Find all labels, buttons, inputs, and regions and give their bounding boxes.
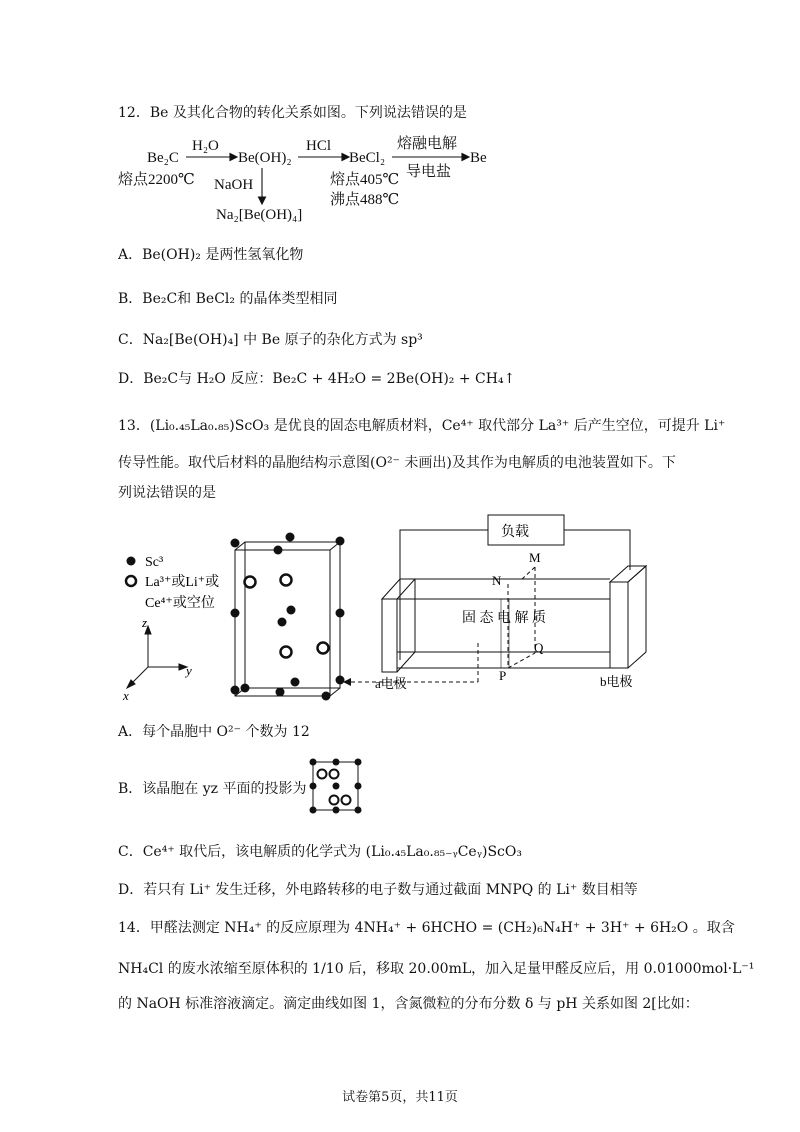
q14-line1: 14．甲醛法测定 NH₄⁺ 的反应原理为 4NH₄⁺ + 6HCHO = (CH₂)₆N₄H⁺ + 3H⁺ + 6H₂O 。取含 <box>118 920 735 936</box>
q13-option-c: C．Ce⁴⁺ 取代后，该电解质的化学式为 (Li₀.₄₅La₀.₈₅₋ᵧCeᵧ)ScO₃ <box>118 844 522 860</box>
q14-line3: 的 NaOH 标准溶液滴定。滴定曲线如图 1，含氮微粒的分布分数 δ 与 pH 关系如图 2[比如： <box>118 996 699 1012</box>
q13-stem-line1: 13．(Li₀.₄₅La₀.₈₅)ScO₃ 是优良的固态电解质材料，Ce⁴⁺ 取代部分 La³⁺ 后产生空位，可提升 Li⁺ <box>118 418 726 434</box>
scheme-beoh2: Be(OH)₂ <box>238 150 292 166</box>
load-label: 负载 <box>501 525 529 540</box>
scheme-be: Be <box>470 150 487 166</box>
label-m: M <box>529 550 541 565</box>
legend-filled-label: Sc³ <box>145 555 164 570</box>
q13-option-d: D．若只有 Li⁺ 发生迁移，外电路转移的电子数与通过截面 MNPQ 的 Li⁺ 数目相等 <box>118 882 638 898</box>
legend-open-label-2: Ce⁴⁺或空位 <box>145 596 215 611</box>
scheme-hcl: HCl <box>306 138 332 154</box>
q13-option-b: B．该晶胞在 yz 平面的投影为 <box>118 781 307 797</box>
scheme-becl2-mp: 熔点405℃ <box>330 172 400 188</box>
electrode-a-label: a电极 <box>375 676 407 691</box>
q13-stem-line2: 传导性能。取代后材料的晶胞结构示意图(O²⁻ 未画出)及其作为电解质的电池装置如下。下 <box>118 455 676 471</box>
scheme-naoh: NaOH <box>214 177 254 193</box>
scheme-na2beoh4: Na₂[Be(OH)₄] <box>216 207 303 223</box>
axis-y-label: y <box>186 663 192 678</box>
scheme-be2c-mp: 熔点2200℃ <box>118 172 195 188</box>
axis-z-label: z <box>142 615 148 630</box>
q14-line2: NH₄Cl 的废水浓缩至原体积的 1/10 后，移取 20.00mL，加入足量甲醛反应后，用 0.01000mol·L⁻¹ <box>118 961 755 977</box>
label-q: Q <box>534 640 544 655</box>
scheme-electro-bottom: 导电盐 <box>406 164 452 180</box>
q12-option-d: D．Be₂C与 H₂O 反应：Be₂C + 4H₂O = 2Be(OH)₂ + CH₄↑ <box>118 371 516 387</box>
scheme-electro-top: 熔融电解 <box>397 136 458 152</box>
legend-open-label-1: La³⁺或Li⁺或 <box>145 575 220 590</box>
q12-option-a: A．Be(OH)₂ 是两性氢氧化物 <box>118 247 304 263</box>
scheme-becl2-bp: 沸点488℃ <box>330 192 400 208</box>
electrode-b-label: b电极 <box>600 674 633 689</box>
q12-stem: 12．Be 及其化合物的转化关系如图。下列说法错误的是 <box>118 105 467 121</box>
q13-stem-line3: 列说法错误的是 <box>118 485 216 501</box>
q12-option-b: B．Be₂C和 BeCl₂ 的晶体类型相同 <box>118 291 338 307</box>
scheme-becl2: BeCl₂ <box>349 150 386 166</box>
q13-option-a: A．每个晶胞中 O²⁻ 个数为 12 <box>118 724 310 740</box>
electrolyte-label: 固 态 电 解 质 <box>462 611 546 626</box>
label-n: N <box>492 573 502 588</box>
label-p: P <box>499 668 507 683</box>
scheme-h2o: H₂O <box>192 138 219 154</box>
scheme-be2c: Be₂C <box>147 150 179 166</box>
page-footer: 试卷第5页，共11页 <box>342 1090 458 1105</box>
q12-option-c: C．Na₂[Be(OH)₄] 中 Be 原子的杂化方式为 sp³ <box>118 332 423 348</box>
axis-x-label: x <box>123 688 129 703</box>
